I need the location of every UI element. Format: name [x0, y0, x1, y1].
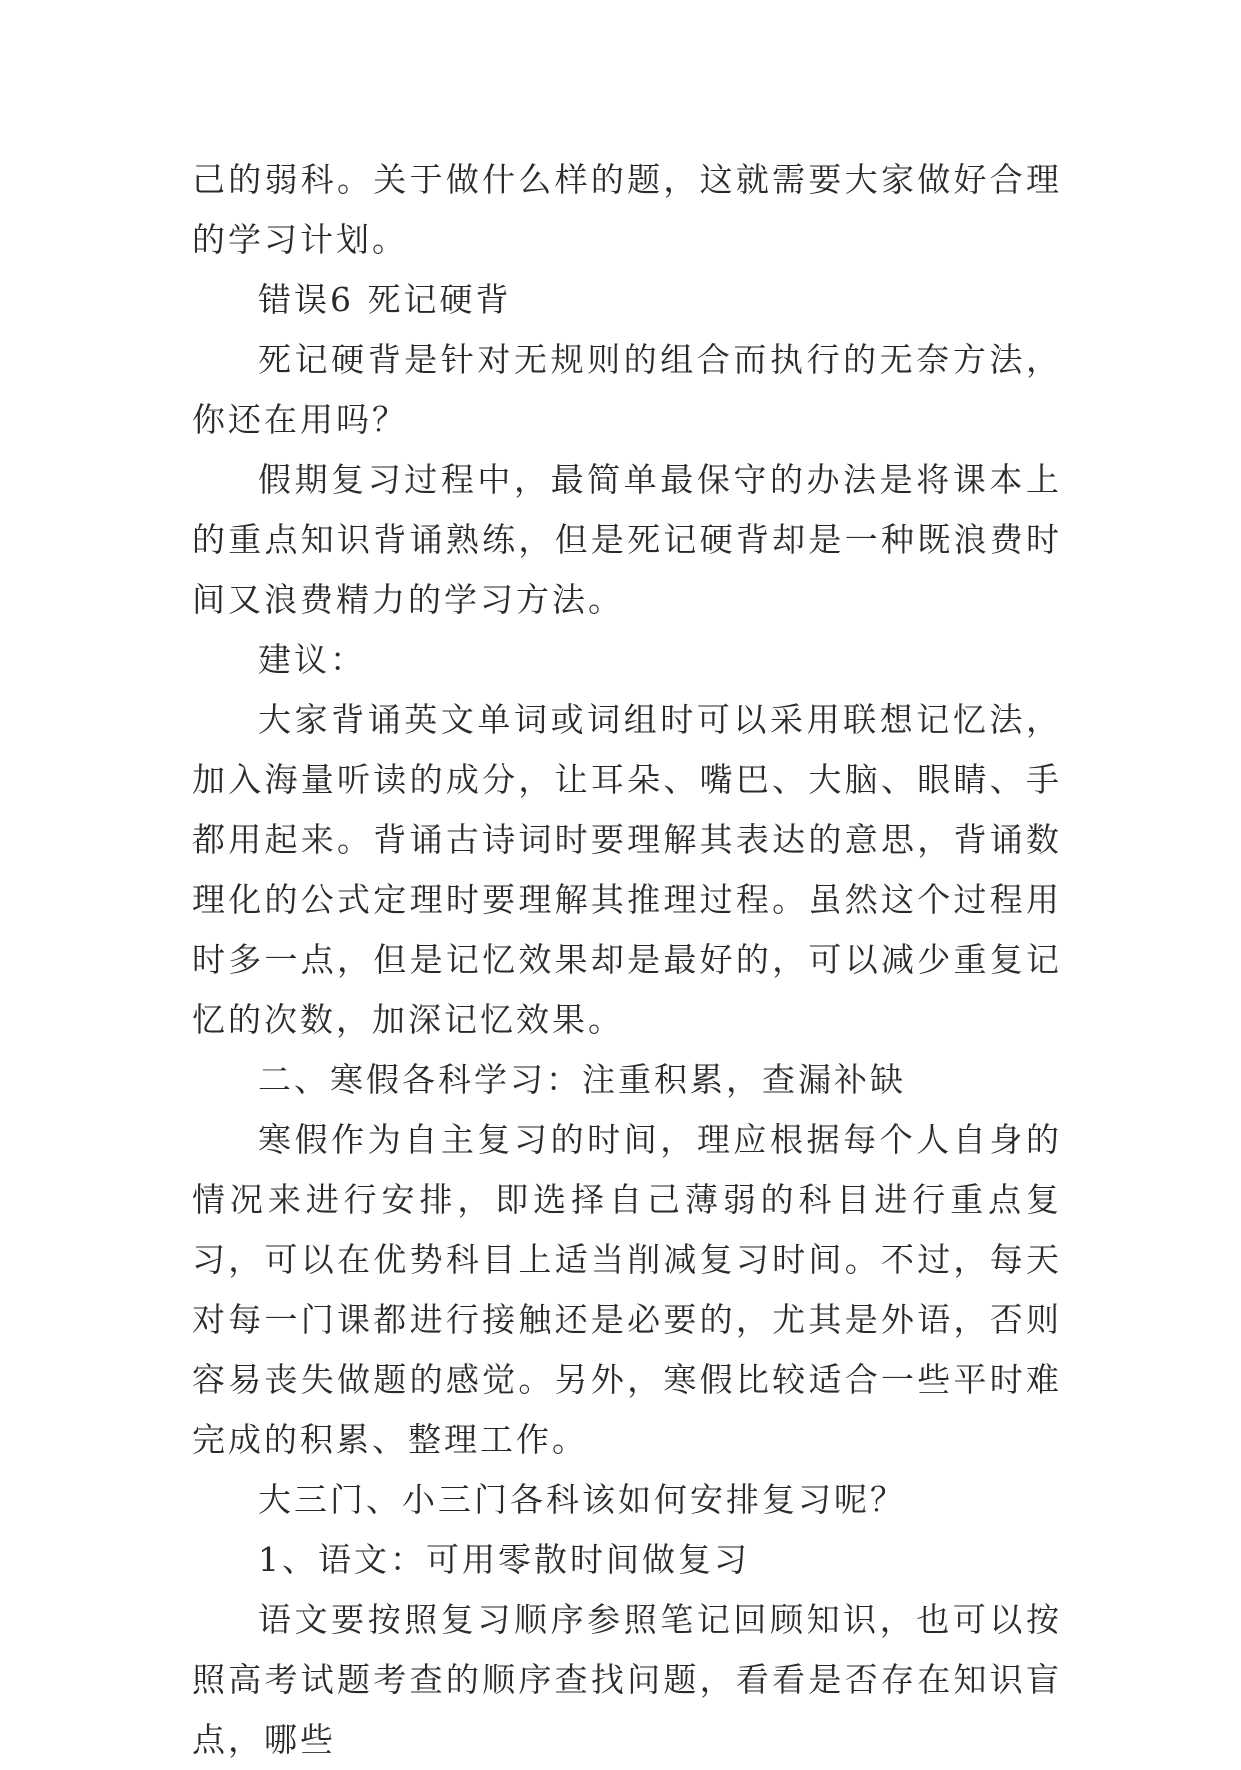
- paragraph: 语文要按照复习顺序参照笔记回顾知识，也可以按照高考试题考查的顺序查找问题，看看是否存在知识盲点，哪些: [192, 1600, 1062, 1759]
- heading-suggestion: 建议：: [258, 640, 366, 679]
- paragraph: 大三门、小三门各科该如何安排复习呢？: [258, 1480, 906, 1519]
- document-body: [192, 150, 1062, 1770]
- paragraph: 假期复习过程中，最简单最保守的办法是将课本上的重点知识背诵熟练，但是死记硬背却是一种既浪费时间又浪费精力的学习方法。: [192, 460, 1062, 619]
- heading-error-6: 错误6 死记硬背: [258, 280, 512, 319]
- paragraph: 大家背诵英文单词或词组时可以采用联想记忆法，加入海量听读的成分，让耳朵、嘴巴、大脑、眼睛、手都用起来。背诵古诗词时要理解其表达的意思，背诵数理化的公式定理时要理解其推理过程。虽然这个过程用时多一点，但是记忆效果却是最好的，可以减少重复记忆的次数，加深记忆效果。: [192, 700, 1062, 1039]
- subsection-heading: 1、语文：可用零散时间做复习: [258, 1540, 750, 1579]
- paragraph: 寒假作为自主复习的时间，理应根据每个人自身的情况来进行安排，即选择自己薄弱的科目进行重点复习，可以在优势科目上适当削减复习时间。不过，每天对每一门课都进行接触还是必要的，尤其是外语，否则容易丧失做题的感觉。另外，寒假比较适合一些平时难完成的积累、整理工作。: [192, 1120, 1062, 1459]
- section-heading: 二、寒假各科学习：注重积累，查漏补缺: [258, 1060, 906, 1099]
- paragraph-continuation: 己的弱科。关于做什么样的题，这就需要大家做好合理的学习计划。: [192, 160, 1062, 259]
- paragraph: 死记硬背是针对无规则的组合而执行的无奈方法，你还在用吗？: [192, 340, 1062, 439]
